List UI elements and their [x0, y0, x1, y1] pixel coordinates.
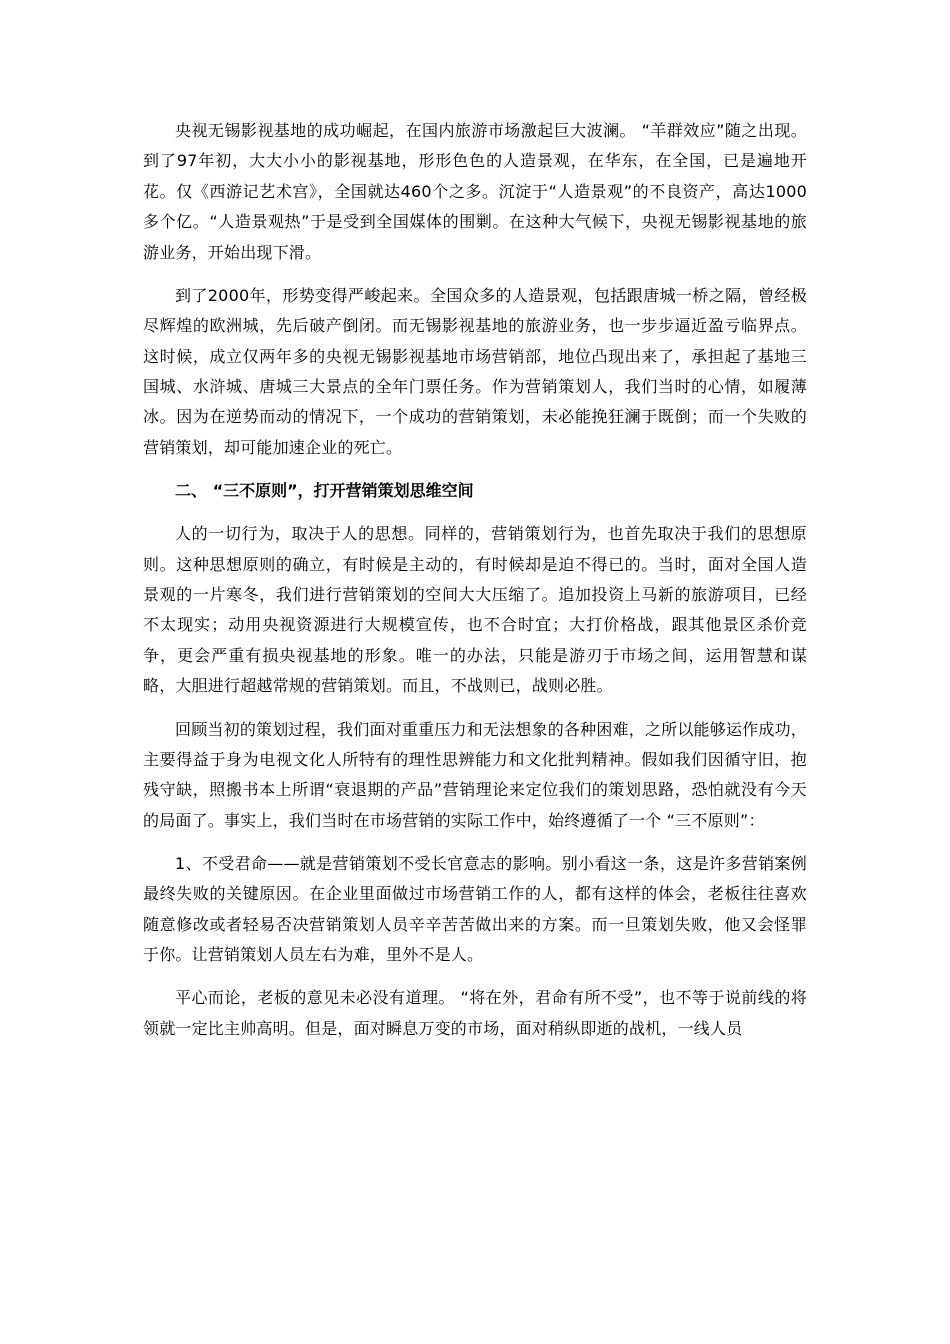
document-body: [143, 116, 807, 1057]
paragraph-3: 人的一切行为，取决于人的思想。同样的，营销策划行为，也首先取决于我们的思想原则。这种思想原则的确立，有时候是主动的，有时候却是迫不得已的。当时，面对全国人造景观的一片寒冬，我们进行营销策划的空间大大压缩了。追加投资上马新的旅游项目，已经不太现实；动用央视资源进行大规模宣传，也不合时宜；大打价格战，跟其他景区杀价竞争，更会严重有损央视基地的形象。唯一的办法，只能是游刃于市场之间，运用智慧和谋略，大胆进行超越常规的营销策划。而且，不战则已，战则必胜。: [143, 524, 807, 696]
paragraph-5: 1、不受君命——就是营销策划不受长官意志的影响。别小看这一条，这是许多营销案例最终失败的关键原因。在企业里面做过市场营销工作的人，都有这样的体会，老板往往喜欢随意修改或者轻易否决营销策划人员辛辛苦苦做出来的方案。而一旦策划失败，他又会怪罪于你。让营销策划人员左右为难，里外不是人。: [143, 853, 807, 965]
paragraph-6: 平心而论，老板的意见未必没有道理。 “将在外，君命有所不受”，也不等于说前线的将领就一定比主帅高明。但是，面对瞬息万变的市场，面对稍纵即逝的战机，一线人员: [143, 988, 807, 1038]
paragraph-2: 到了2000年，形势变得严峻起来。全国众多的人造景观，包括跟唐城一桥之隔，曾经极尽辉煌的欧洲城，先后破产倒闭。而无锡影视基地的旅游业务，也一步步逼近盈亏临界点。这时候，成立仅两年多的央视无锡影视基地市场营销部，地位凸现出来了，承担起了基地三国城、水浒城、唐城三大景点的全年门票任务。作为营销策划人，我们当时的心情，如履薄冰。因为在逆势而动的情况下，一个成功的营销策划，未必能挽狂澜于既倒；而一个失败的营销策划，却可能加速企业的死亡。: [143, 285, 807, 457]
section-heading: 二、 “三不原则”，打开营销策划思维空间: [175, 481, 474, 501]
paragraph-1: 央视无锡影视基地的成功崛起，在国内旅游市场激起巨大波澜。 “羊群效应”随之出现。到了97年初，大大小小的影视基地，形形色色的人造景观，在华东，在全国，已是遍地开花。仅《西游记艺术宫》，全国就达460个之多。沉淀于“人造景观”的不良资产，高达1000多个亿。“人造景观热”于是受到全国媒体的围剿。在这种大气候下，央视无锡影视基地的旅游业务，开始出现下滑。: [143, 121, 807, 262]
paragraph-4: 回顾当初的策划过程，我们面对重重压力和无法想象的各种困难，之所以能够运作成功，主要得益于身为电视文化人所特有的理性思辨能力和文化批判精神。假如我们因循守旧，抱残守缺，照搬书本上所谓“衰退期的产品”营销理论来定位我们的策划思路，恐怕就没有今天的局面了。事实上，我们当时在市场营销的实际工作中，始终遵循了一个 “三不原则”：: [143, 719, 807, 830]
